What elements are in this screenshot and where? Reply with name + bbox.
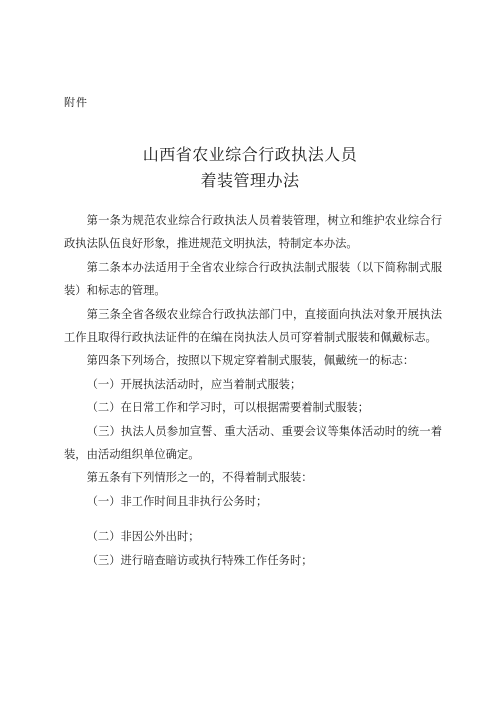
- document-body: [64, 209, 442, 572]
- article-5-item-2: （二）非因公外出时；: [86, 530, 200, 544]
- article-4-item-3: （三）执法人员参加宣誓、重大活动、重要会议等集体活动时的统一着装，由活动组织单位确定。: [64, 424, 442, 462]
- article-3-paragraph: 第三条全省各级农业综合行政执法部门中，直接面向执法对象开展执法工作且取得行政执法证件的在编在岗执法人员可穿着制式服装和佩戴标志。: [64, 307, 442, 345]
- article-5-item-1: （一）非工作时间且非执行公务时；: [86, 494, 268, 508]
- article-4-item-1: （一）开展执法活动时，应当着制式服装；: [86, 377, 302, 391]
- document-title-line-2: 着装管理办法: [200, 171, 300, 190]
- article-1-paragraph: 第一条为规范农业综合行政执法人员着装管理，树立和维护农业综合行政执法队伍良好形象，推进规范文明执法，特制定本办法。: [64, 214, 442, 251]
- document-title-line-1: 山西省农业综合行政执法人员: [142, 145, 358, 164]
- article-2-paragraph: 第二条本办法适用于全省农业综合行政执法制式服装（以下简称制式服装）和标志的管理。: [64, 260, 442, 298]
- article-4-item-2: （二）在日常工作和学习时，可以根据需要着制式服装；: [86, 401, 370, 415]
- article-5-item-3: （三）进行暗查暗访或执行特殊工作任务时；: [86, 553, 313, 567]
- article-5-paragraph: 第五条有下列情形之一的，不得着制式服装：: [86, 471, 313, 485]
- attachment-label: 附件: [64, 96, 88, 109]
- article-4-paragraph: 第四条下列场合，按照以下规定穿着制式服装，佩戴统一的标志：: [86, 354, 415, 368]
